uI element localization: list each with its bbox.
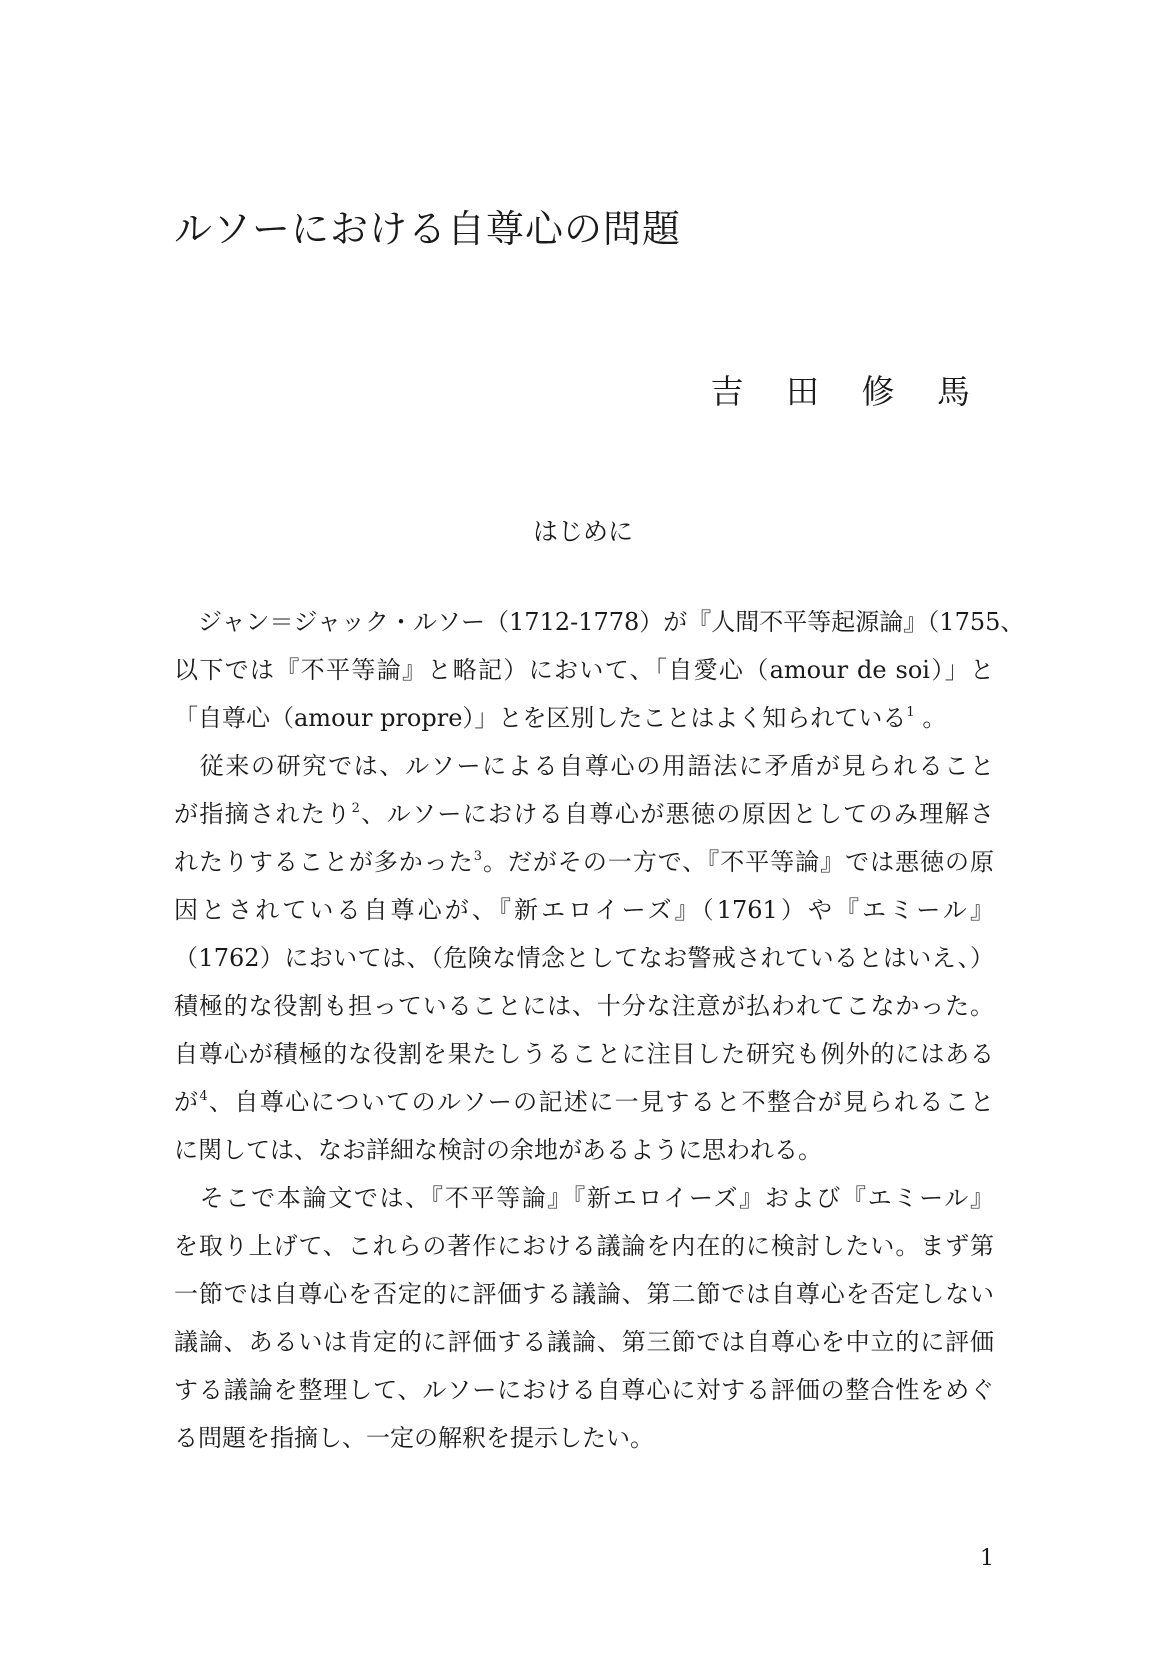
text-line: 「自尊心（amour propre）」とを区別したことはよく知られている$^1$ 。 (174, 704, 947, 732)
text-line: が$^4$、自尊心についてのルソーの記述に一見すると不整合が見られること (174, 1088, 994, 1116)
text-line: そこで本論文では、『不平等論』『新エロイーズ』および『エミール』 (174, 1184, 994, 1212)
section-heading: はじめに (532, 517, 633, 546)
paper-title: ルソーにおける自尊心の問題 (174, 207, 682, 251)
text-line: れたりすることが多かった$^3$。だがその一方で、『不平等論』では悪徳の原 (174, 848, 995, 876)
text-line: 積極的な役割も担っていることには、十分な注意が払われてこなかった。 (174, 992, 994, 1020)
text-line: する議論を整理して、ルソーにおける自尊心に対する評価の整合性をめぐ (174, 1376, 994, 1404)
footnote-marker: 1 (906, 705, 915, 720)
text-line: 以下では『不平等論』と略記）において、「自愛心（amour de soi）」と (174, 656, 994, 684)
footnote-marker: 3 (473, 849, 482, 864)
page-number: 1 (980, 1546, 994, 1571)
author-name: 吉 田 修 馬 (710, 372, 986, 411)
text-line: 因とされている自尊心が、『新エロイーズ』（1761）や『エミール』 (174, 896, 994, 924)
footnote-marker: 4 (199, 1089, 208, 1104)
text-line: に関しては、なお詳細な検討の余地があるように思われる。 (174, 1136, 822, 1164)
text-line: る問題を指摘し、一定の解釈を提示したい。 (174, 1424, 654, 1452)
text-line: （1762）においては、（危険な情念としてなお警戒されているとはいえ、） (174, 944, 994, 972)
text-line: 一節では自尊心を否定的に評価する議論、第二節では自尊心を否定しない (174, 1280, 994, 1308)
text-line: を取り上げて、これらの著作における議論を内在的に検討したい。まず第 (174, 1232, 994, 1260)
text-line: ジャン＝ジャック・ルソー（1712-1778）が『人間不平等起源論』（1755、 (174, 608, 1025, 636)
text-line: 従来の研究では、ルソーによる自尊心の用語法に矛盾が見られること (174, 752, 994, 780)
text-line: が指摘されたり$^2$、ルソーにおける自尊心が悪徳の原因としてのみ理解さ (174, 800, 995, 828)
footnote-marker: 2 (351, 801, 360, 816)
text-line: 議論、あるいは肯定的に評価する議論、第三節では自尊心を中立的に評価 (174, 1328, 994, 1356)
text-line: 自尊心が積極的な役割を果たしうることに注目した研究も例外的にはある (174, 1040, 994, 1068)
body-text (174, 598, 1025, 1462)
